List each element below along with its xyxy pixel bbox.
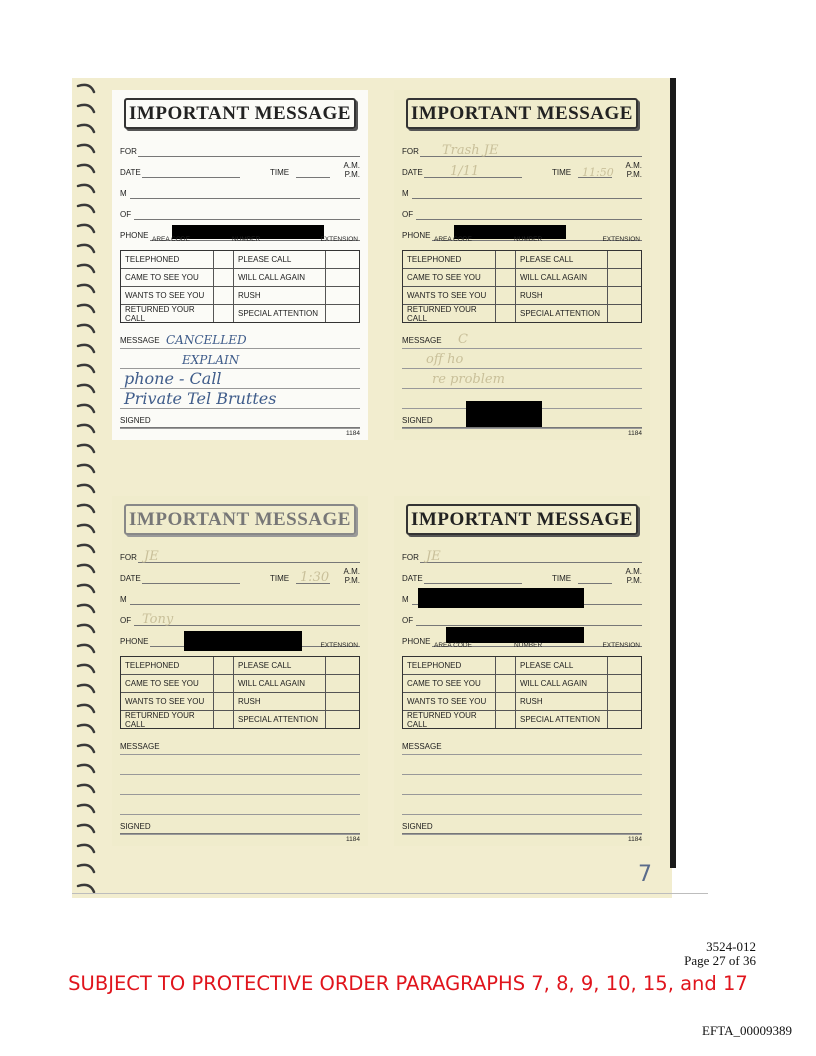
spiral-coil — [78, 125, 94, 132]
m-label: M — [120, 595, 127, 604]
redaction-box — [446, 627, 584, 643]
spiral-coil — [78, 385, 94, 392]
area-code-label: AREA CODE — [434, 236, 472, 243]
handwritten-for: JE — [144, 549, 159, 564]
spiral-coil — [78, 285, 94, 292]
bates-number: EFTA_00009389 — [702, 1023, 792, 1038]
m-label: M — [402, 189, 409, 198]
handwritten-message: CANCELLED — [166, 333, 247, 347]
handwritten-for: Trash JE — [442, 143, 499, 158]
of-label: OF — [402, 616, 414, 625]
check-returned-call: RETURNED YOUR CALL — [125, 304, 195, 323]
spiral-coil — [78, 345, 94, 352]
time-label: TIME — [552, 168, 572, 177]
check-came-to-see: CAME TO SEE YOU — [125, 679, 199, 688]
spiral-coil — [78, 865, 94, 872]
spiral-coil — [78, 185, 94, 192]
spiral-coil — [78, 525, 94, 532]
message-label: MESSAGE — [402, 336, 442, 345]
area-code-label: AREA CODE — [434, 642, 472, 649]
spiral-coil — [78, 765, 94, 772]
check-will-call-again: WILL CALL AGAIN — [233, 675, 325, 692]
check-returned-call: RETURNED YOUR CALL — [125, 710, 195, 729]
for-label: FOR — [402, 553, 419, 562]
spiral-coil — [78, 485, 94, 492]
for-label: FOR — [402, 147, 419, 156]
check-please-call: PLEASE CALL — [515, 251, 607, 268]
handwritten-time: 1:30 — [300, 570, 330, 585]
handwritten-message: EXPLAIN — [182, 353, 240, 367]
spiral-coil — [78, 845, 94, 852]
area-code-label: AREA CODE — [152, 236, 190, 243]
extension-label: EXTENSION — [320, 642, 358, 649]
spiral-coil — [78, 305, 94, 312]
check-will-call-again: WILL CALL AGAIN — [233, 269, 325, 286]
check-rush: RUSH — [515, 693, 607, 710]
divider-line — [72, 893, 708, 894]
page-indicator: Page 27 of 36 — [684, 953, 756, 968]
check-rush: RUSH — [233, 287, 325, 304]
spiral-coil — [78, 645, 94, 652]
check-came-to-see: CAME TO SEE YOU — [407, 679, 481, 688]
spiral-coil — [78, 625, 94, 632]
handwritten-message: re problem — [432, 372, 505, 387]
spiral-binding — [72, 78, 102, 898]
am-pm: A.M. P.M. — [625, 161, 642, 179]
spiral-coil — [78, 605, 94, 612]
checkbox-grid — [120, 656, 360, 729]
check-wants-to-see: WANTS TO SEE YOU — [407, 291, 487, 300]
handwritten-time: 11:50 — [582, 166, 614, 179]
time-label: TIME — [552, 574, 572, 583]
phone-label: PHONE — [402, 231, 431, 240]
redaction-box — [418, 588, 584, 608]
check-will-call-again: WILL CALL AGAIN — [515, 675, 607, 692]
handwritten-page-number: 7 — [638, 862, 652, 887]
slip-title: IMPORTANT MESSAGE — [124, 504, 356, 535]
check-special-attention: SPECIAL ATTENTION — [233, 305, 325, 322]
message-slip-1 — [112, 90, 368, 440]
spiral-coil — [78, 805, 94, 812]
spiral-coil — [78, 265, 94, 272]
message-label: MESSAGE — [402, 742, 442, 751]
handwritten-message: C — [458, 332, 468, 347]
slip-title: IMPORTANT MESSAGE — [406, 98, 638, 129]
check-please-call: PLEASE CALL — [233, 657, 325, 674]
number-label: NUMBER — [514, 236, 543, 243]
message-slip-4 — [394, 496, 650, 846]
check-please-call: PLEASE CALL — [233, 251, 325, 268]
handwritten-of: Tony — [142, 612, 174, 627]
checkbox-grid — [120, 250, 360, 323]
date-label: DATE — [120, 574, 141, 583]
spiral-coil — [78, 225, 94, 232]
message-slip-2 — [394, 90, 650, 440]
signed-label: SIGNED — [120, 822, 151, 831]
date-label: DATE — [402, 168, 423, 177]
spiral-coil — [78, 685, 94, 692]
check-wants-to-see: WANTS TO SEE YOU — [407, 697, 487, 706]
checkbox-grid — [402, 656, 642, 729]
spiral-coil — [78, 505, 94, 512]
of-label: OF — [120, 210, 132, 219]
am-pm: A.M. P.M. — [343, 567, 360, 585]
extension-label: EXTENSION — [602, 642, 640, 649]
check-special-attention: SPECIAL ATTENTION — [233, 711, 325, 728]
spiral-coil — [78, 405, 94, 412]
spiral-coil — [78, 105, 94, 112]
handwritten-date: 1/11 — [450, 164, 480, 179]
scan-edge-shadow — [670, 78, 676, 868]
check-wants-to-see: WANTS TO SEE YOU — [125, 697, 205, 706]
spiral-coil — [78, 665, 94, 672]
am-pm: A.M. P.M. — [625, 567, 642, 585]
protective-order-notice: SUBJECT TO PROTECTIVE ORDER PARAGRAPHS 7, 8, 9, 10, 15, and 17 — [68, 972, 748, 995]
check-came-to-see: CAME TO SEE YOU — [407, 273, 481, 282]
spiral-coil — [78, 205, 94, 212]
number-label: NUMBER — [232, 236, 261, 243]
spiral-coil — [78, 365, 94, 372]
form-code: 1184 — [628, 836, 642, 843]
check-telephoned: TELEPHONED — [125, 255, 180, 264]
spiral-coil — [78, 445, 94, 452]
extension-label: EXTENSION — [320, 236, 358, 243]
m-label: M — [402, 595, 409, 604]
extension-label: EXTENSION — [602, 236, 640, 243]
check-returned-call: RETURNED YOUR CALL — [407, 304, 477, 323]
phone-label: PHONE — [120, 637, 149, 646]
check-rush: RUSH — [233, 693, 325, 710]
check-telephoned: TELEPHONED — [407, 661, 462, 670]
for-label: FOR — [120, 147, 137, 156]
date-label: DATE — [402, 574, 423, 583]
spiral-coil — [78, 745, 94, 752]
spiral-coil — [78, 165, 94, 172]
spiral-coil — [78, 705, 94, 712]
spiral-coil — [78, 785, 94, 792]
spiral-coil — [78, 825, 94, 832]
slip-title: IMPORTANT MESSAGE — [124, 98, 356, 129]
check-came-to-see: CAME TO SEE YOU — [125, 273, 199, 282]
of-label: OF — [120, 616, 132, 625]
time-label: TIME — [270, 168, 290, 177]
spiral-coil — [78, 565, 94, 572]
form-code: 1184 — [628, 430, 642, 437]
check-rush: RUSH — [515, 287, 607, 304]
message-label: MESSAGE — [120, 336, 160, 345]
check-special-attention: SPECIAL ATTENTION — [515, 305, 607, 322]
for-label: FOR — [120, 553, 137, 562]
checkbox-grid — [402, 250, 642, 323]
check-telephoned: TELEPHONED — [407, 255, 462, 264]
check-will-call-again: WILL CALL AGAIN — [515, 269, 607, 286]
am-pm: A.M. P.M. — [343, 161, 360, 179]
date-label: DATE — [120, 168, 141, 177]
message-slip-3 — [112, 496, 368, 846]
slip-title: IMPORTANT MESSAGE — [406, 504, 638, 535]
handwritten-message: phone - Call — [124, 369, 222, 388]
spiral-coil — [78, 425, 94, 432]
spiral-coil — [78, 85, 94, 92]
spiral-coil — [78, 545, 94, 552]
spiral-coil — [78, 725, 94, 732]
handwritten-message: Private Tel Bruttes — [124, 389, 277, 408]
message-label: MESSAGE — [120, 742, 160, 751]
m-label: M — [120, 189, 127, 198]
check-wants-to-see: WANTS TO SEE YOU — [125, 291, 205, 300]
number-label: NUMBER — [514, 642, 543, 649]
form-code: 1184 — [346, 430, 360, 437]
signed-label: SIGNED — [402, 822, 433, 831]
spiral-coil — [78, 885, 94, 892]
spiral-coil — [78, 585, 94, 592]
spiral-coil — [78, 465, 94, 472]
handwritten-message: off ho — [426, 352, 464, 367]
footer-reference — [684, 940, 756, 968]
scanned-notebook-page — [72, 78, 672, 898]
of-label: OF — [402, 210, 414, 219]
check-telephoned: TELEPHONED — [125, 661, 180, 670]
signed-label: SIGNED — [402, 416, 433, 425]
handwritten-for: JE — [426, 549, 441, 564]
check-special-attention: SPECIAL ATTENTION — [515, 711, 607, 728]
form-code: 1184 — [346, 836, 360, 843]
phone-label: PHONE — [402, 637, 431, 646]
spiral-coil — [78, 145, 94, 152]
check-please-call: PLEASE CALL — [515, 657, 607, 674]
check-returned-call: RETURNED YOUR CALL — [407, 710, 477, 729]
phone-label: PHONE — [120, 231, 149, 240]
signed-label: SIGNED — [120, 416, 151, 425]
spiral-coil — [78, 245, 94, 252]
spiral-coil — [78, 325, 94, 332]
case-reference: 3524-012 — [706, 939, 756, 954]
time-label: TIME — [270, 574, 290, 583]
